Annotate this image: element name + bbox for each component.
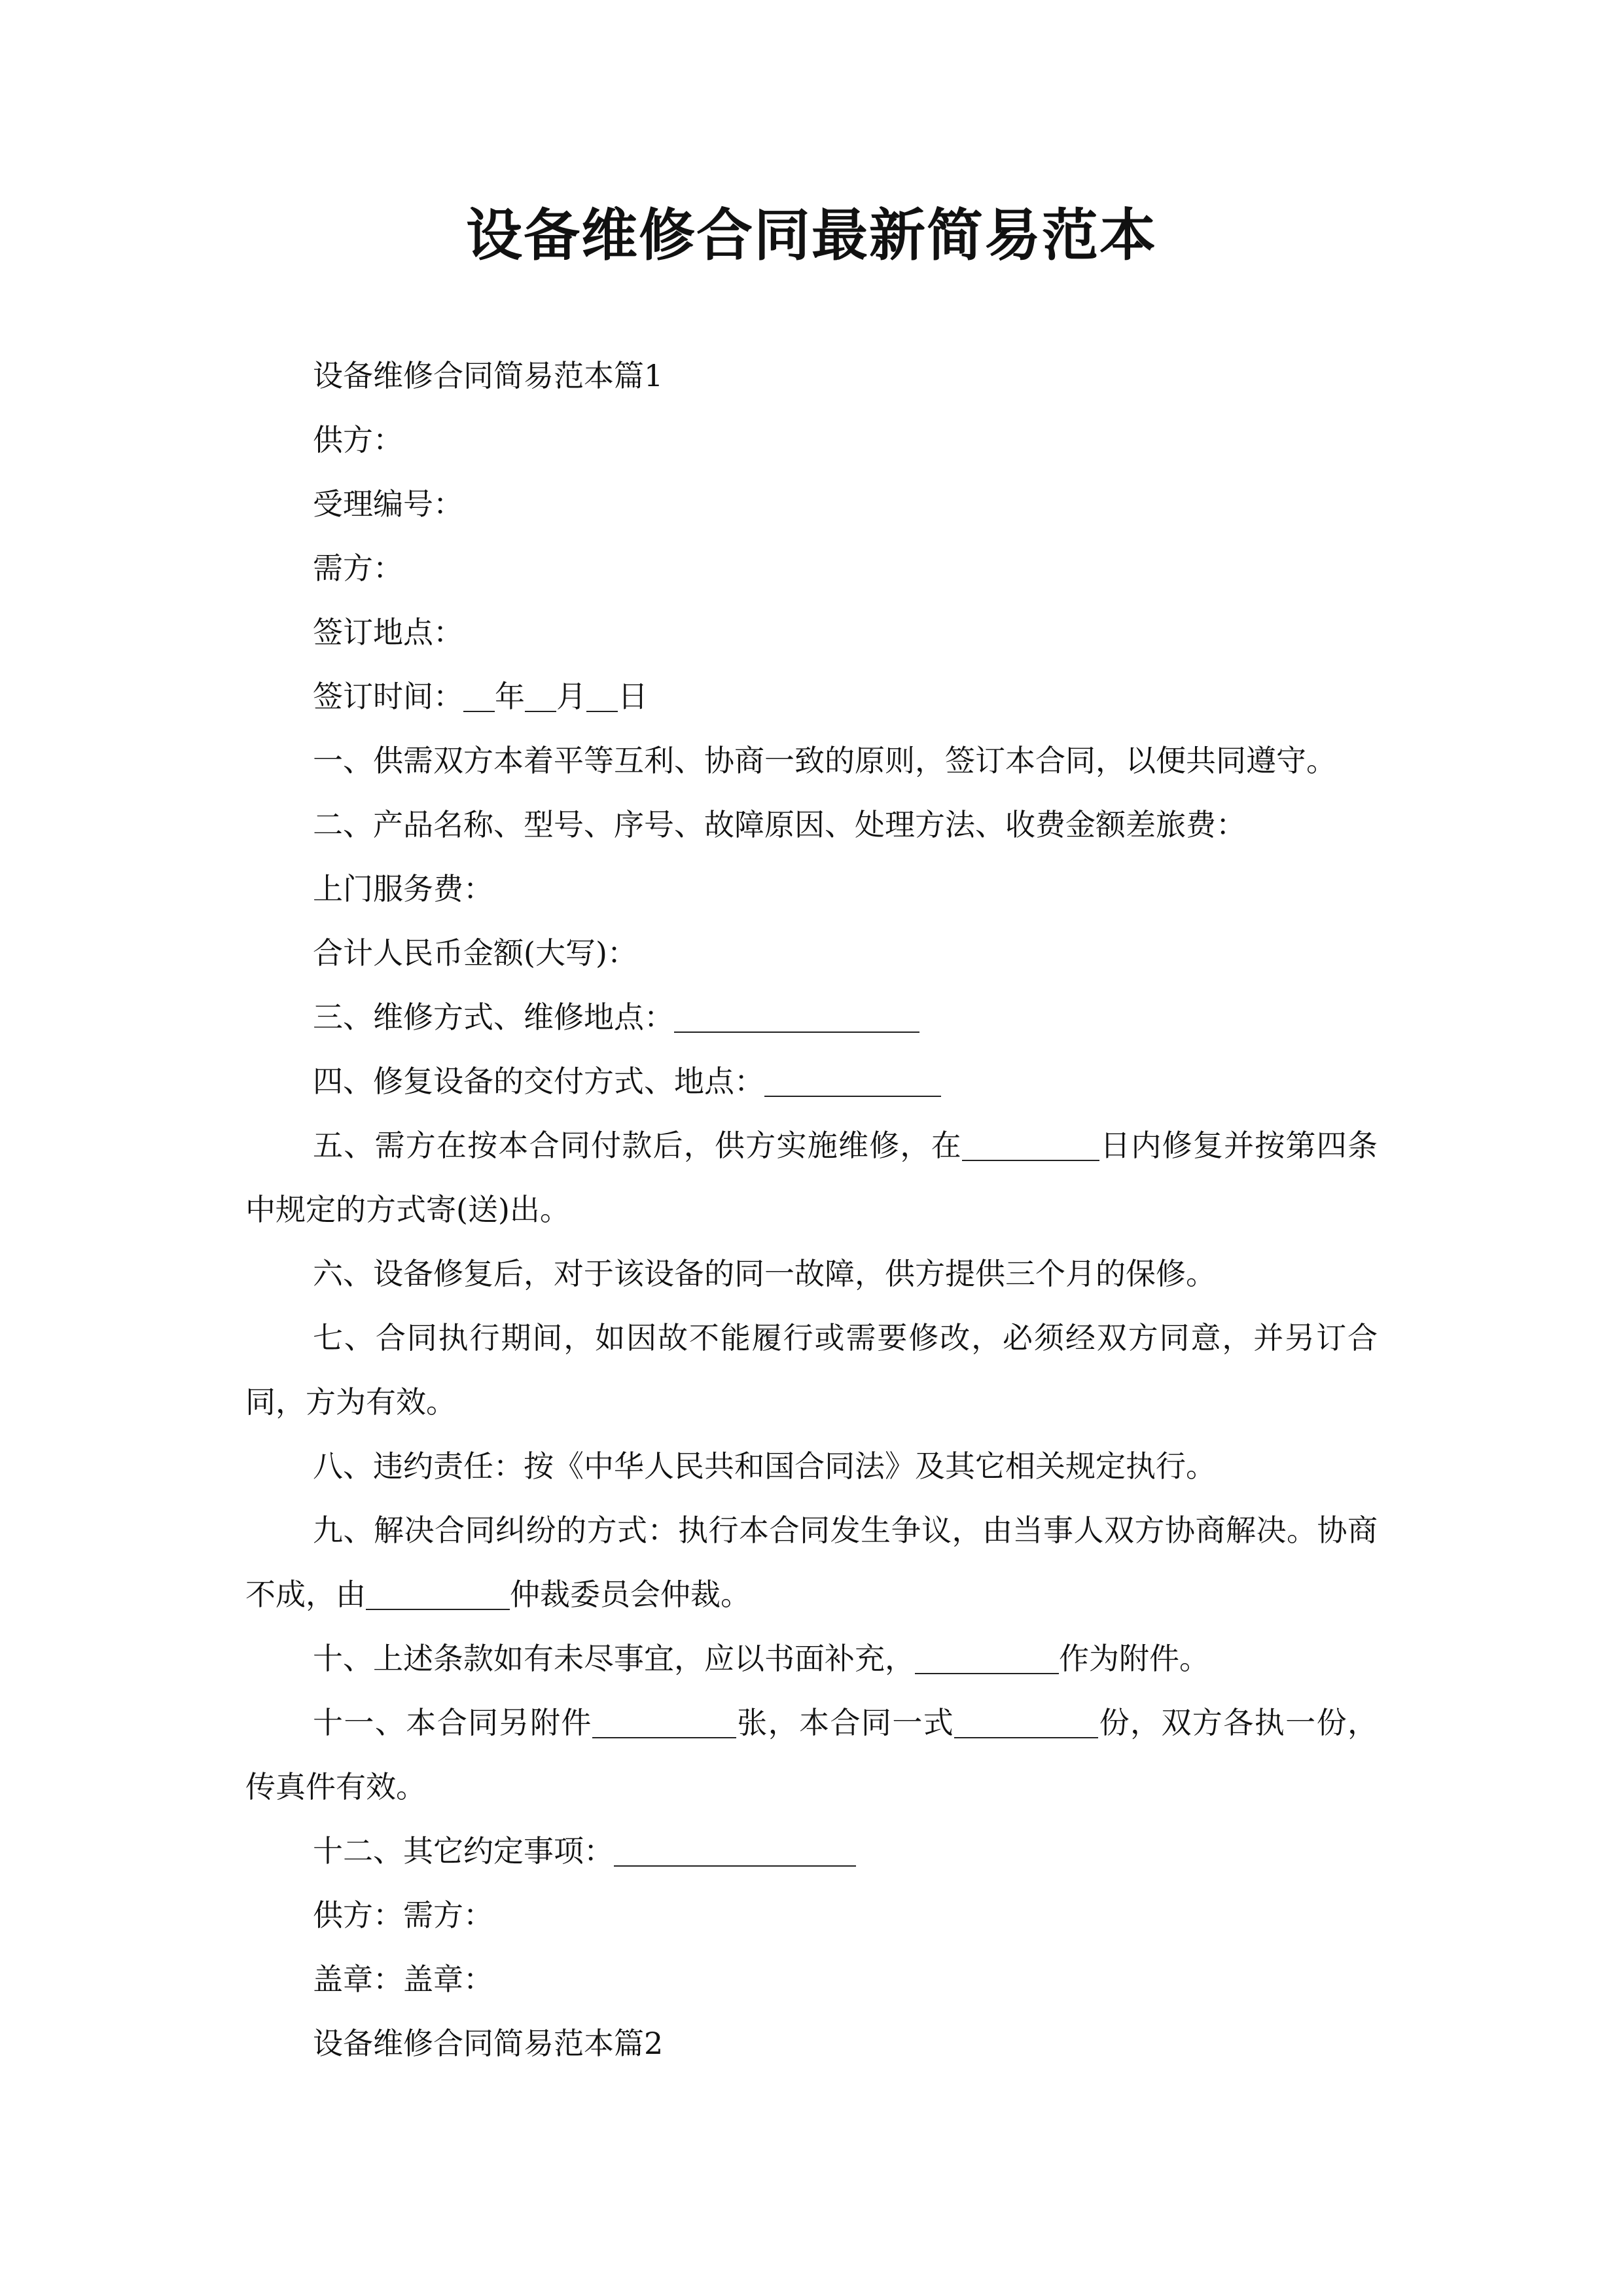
clause-11 [245,1691,1378,1819]
clause-4-text: 四、修复设备的交付方式、地点： [313,1064,764,1099]
clause-10-text-a: 十、上述条款如有未尽事宜，应以书面补充， [313,1641,915,1676]
sign-time-line [245,664,1378,728]
delivery-method-blank [764,1064,941,1097]
clause-8: 八、违约责任：按《中华人民共和国合同法》及其它相关规定执行。 [313,1448,1216,1484]
month-label: 月 [556,679,586,714]
attachment-count-blank [592,1706,736,1738]
year-blank [463,679,495,712]
supplier-line: 供方： [313,422,403,457]
total-amount-line: 合计人民币金额(大写)： [313,935,637,971]
clause-11-text-c: 份，双方各执一份，传真件有效。 [245,1705,1378,1804]
signing-parties-line: 供方：需方： [313,1897,493,1933]
clause-11-text-b: 张，本合同一式 [736,1705,955,1740]
clause-9 [245,1498,1378,1626]
clause-12 [245,1819,1378,1883]
document-body [245,344,1378,2075]
arbitration-blank [366,1577,510,1610]
clause-6: 六、设备修复后，对于该设备的同一故障，供方提供三个月的保修。 [313,1256,1216,1291]
document-title: 设备维修合同最新简易范本 [466,202,1157,268]
copies-count-blank [954,1706,1098,1738]
day-blank [586,679,618,712]
clause-5 [245,1113,1378,1242]
clause-3 [245,985,1378,1049]
buyer-line: 需方： [313,550,403,586]
service-fee-line: 上门服务费： [313,871,493,906]
sign-place-line: 签订地点： [313,615,463,650]
clause-9-text-a: 九、解决合同纠纷的方式：执行本合同发生争议，由当事人双方协商解决。协商不成，由 [245,1513,1378,1612]
clause-2: 二、产品名称、型号、序号、故障原因、处理方法、收费金额差旅费： [313,807,1246,842]
clause-3-text: 三、维修方式、维修地点： [313,999,674,1035]
seals-line: 盖章：盖章： [313,1962,493,1997]
clause-5-text-a: 五、需方在按本合同付款后，供方实施维修，在 [313,1128,962,1163]
clause-5-text-b: 日内修复并按第四条中规定的方式寄(送)出。 [245,1128,1378,1227]
other-matters-blank [614,1834,856,1867]
clause-10-text-b: 作为附件。 [1059,1641,1209,1676]
sign-time-label: 签订时间： [313,679,463,714]
attachment-blank [915,1641,1059,1674]
repair-location-blank [674,1000,919,1033]
year-label: 年 [495,679,525,714]
month-blank [525,679,556,712]
section-heading-2: 设备维修合同简易范本篇2 [313,2026,664,2061]
clause-11-text-a: 十一、本合同另附件 [313,1705,592,1740]
clause-9-text-b: 仲裁委员会仲裁。 [510,1577,751,1612]
clause-4 [245,1049,1378,1113]
clause-12-text: 十二、其它约定事项： [313,1833,614,1869]
clause-1: 一、供需双方本着平等互利、协商一致的原则，签订本合同，以便共同遵守。 [313,743,1336,778]
section-heading-1: 设备维修合同简易范本篇1 [313,358,664,393]
acceptance-number-line: 受理编号： [313,486,463,522]
clause-7: 七、合同执行期间，如因故不能履行或需要修改，必须经双方同意，并另订合同，方为有效。 [245,1320,1378,1420]
repair-days-blank [962,1128,1099,1161]
day-label: 日 [618,679,648,714]
clause-10 [245,1626,1378,1691]
